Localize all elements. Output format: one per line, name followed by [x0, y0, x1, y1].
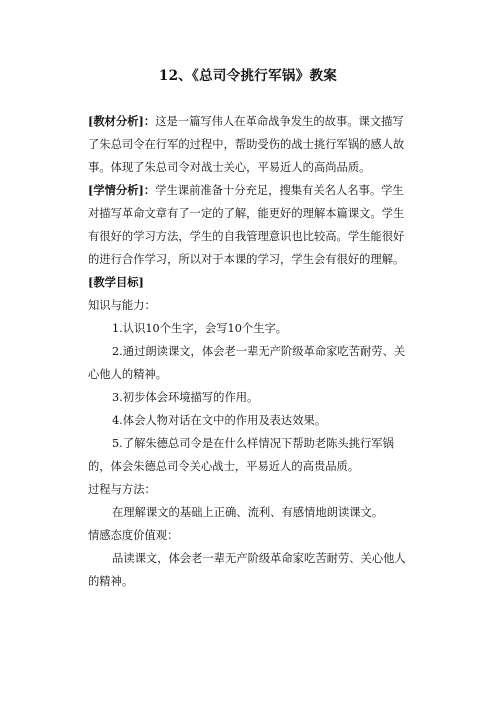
student-paragraph [88, 179, 410, 271]
goal-item-1: 1.认识10个生字，会写10个生字。 [112, 322, 288, 335]
analysis-label: [教材分析]： [88, 114, 156, 128]
student-label: [学情分析]： [88, 183, 156, 197]
analysis-text: 这是一篇写伟人在革命战争发生的故事。课文描写了朱总司令在行军的过程中，帮助受伤的战士挑行军锅的感人故事。体现了朱总司令对战士关心，平易近人的高尚品质。 [88, 115, 405, 174]
knowledge-label: 知识与能力： [88, 299, 156, 312]
student-text: 学生课前准备十分充足，搜集有关名人名事。学生对描写革命文章有了一定的了解，能更好的理解本篇课文。学生有很好的学习方法，学生的自我管理意识也比较高。学生能很好的进行合作学习，所以对于本课的学习，学生会有很好的理解。 [88, 184, 405, 266]
goal-item-5: 5.了解朱德总司令是在什么样情况下帮助老陈头挑行军锅的，体会朱德总司令关心战士，平易近人的高贵品质。 [88, 437, 394, 473]
emotion-label: 情感态度价值观： [88, 529, 179, 542]
goal-item-2: 2.通过朗读课文，体会老一辈无产阶级革命家吃苦耐劳、关心他人的精神。 [88, 345, 406, 381]
document-title: 12、《总司令挑行军锅》教案 [158, 68, 338, 84]
document-body [88, 110, 410, 593]
goal-item-4: 4.体会人物对话在文中的作用及表达效果。 [112, 414, 327, 427]
emotion-text: 品读课文，体会老一辈无产阶级革命家吃苦耐劳、关心他人的精神。 [88, 552, 406, 588]
goal-item-3: 3.初步体会环境描写的作用。 [112, 391, 259, 404]
process-label: 过程与方法： [88, 483, 156, 496]
goals-heading: [教学目标] [88, 275, 144, 289]
process-text: 在理解课文的基础上正确、流利、有感情地朗读课文。 [112, 506, 384, 519]
analysis-paragraph [88, 110, 410, 179]
